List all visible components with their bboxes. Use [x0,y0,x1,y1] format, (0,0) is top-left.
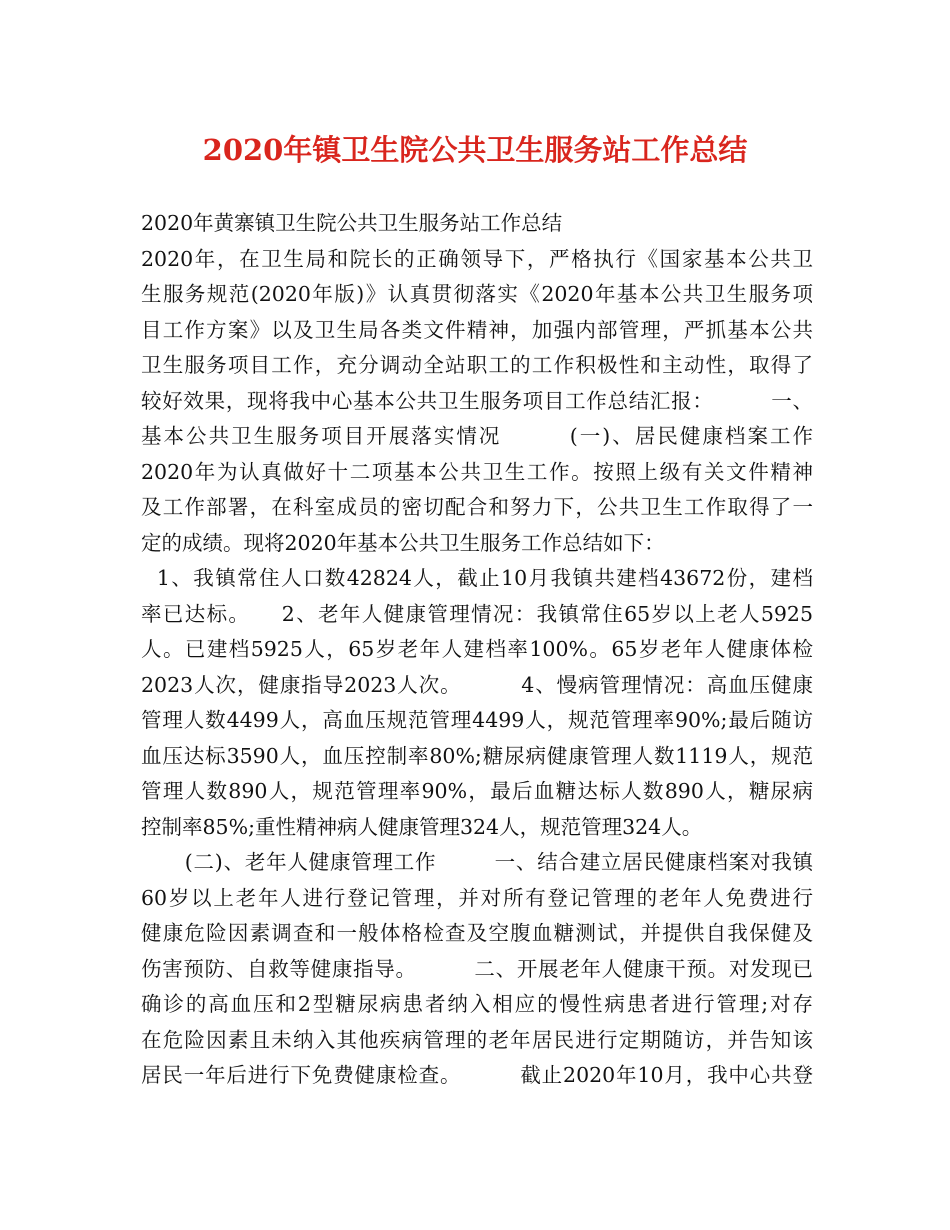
body-line: 卫生服务项目工作，充分调动全站职工的工作积极性和主动性，取得了 [141,353,813,377]
body-line: 及工作部署，在科室成员的密切配合和努力下，公共卫生工作取得了一 [141,495,813,519]
body-line: 2020年，在卫生局和院长的正确领导下，严格执行《国家基本公共卫 [141,246,813,271]
body-line: 目工作方案》以及卫生局各类文件精神，加强内部管理，严抓基本公共 [141,317,813,342]
body-line: 2020年为认真做好十二项基本公共卫生工作。按照上级有关文件精神 [141,459,813,484]
body-line: 确诊的高血压和2型糖尿病患者纳入相应的慢性病患者进行管理;对存 [141,992,813,1016]
body-line: (二)、老年人健康管理工作 一、结合建立居民健康档案对我镇 [141,850,813,874]
body-line: 在危险因素且未纳入其他疾病管理的老年居民进行定期随访，并告知该 [141,1027,813,1052]
body-line: 管理人数4499人，高血压规范管理4499人，规范管理率90%;最后随访 [141,708,813,732]
body-line: 控制率85%;重性精神病人健康管理324人，规范管理324人。 [141,814,703,839]
body-line: 定的成绩。现将2020年基本公共卫生服务工作总结如下： [141,530,665,555]
body-line: 生服务规范(2020年版)》认真贯彻落实《2020年基本公共卫生服务项 [141,282,813,306]
body-line: 较好效果，现将我中心基本公共卫生服务项目工作总结汇报： 一、 [141,388,813,413]
body-line: 居民一年后进行下免费健康检查。 截止2020年10月，我中心共登 [141,1063,813,1087]
body-line: 2023人次，健康指导2023人次。 4、慢病管理情况：高血压健康 [141,672,813,697]
document-body [141,206,813,1094]
body-line: 伤害预防、自救等健康指导。 二、开展老年人健康干预。对发现已 [141,956,813,981]
body-line: 1、我镇常住人口数42824人，截止10月我镇共建档43672份，建档 [141,566,813,590]
body-line: 人。已建档5925人，65岁老年人建档率100%。65岁老年人健康体检 [141,637,813,661]
body-line: 健康危险因素调查和一般体格检查及空腹血糖测试，并提供自我保健及 [141,921,813,945]
body-line: 2020年黄寨镇卫生院公共卫生服务站工作总结 [141,211,563,235]
document-title: 2020年镇卫生院公共卫生服务站工作总结 [202,133,748,167]
body-line: 率已达标。 2、老年人健康管理情况：我镇常住65岁以上老人5925 [141,601,813,626]
body-line: 管理人数890人，规范管理率90%，最后血糖达标人数890人，糖尿病 [141,779,813,803]
body-line: 60岁以上老年人进行登记管理，并对所有登记管理的老年人免费进行 [141,885,813,910]
body-line: 血压达标3590人，血压控制率80%;糖尿病健康管理人数1119人，规范 [141,743,813,768]
body-line: 基本公共卫生服务项目开展落实情况 (一)、居民健康档案工作 [141,424,813,448]
